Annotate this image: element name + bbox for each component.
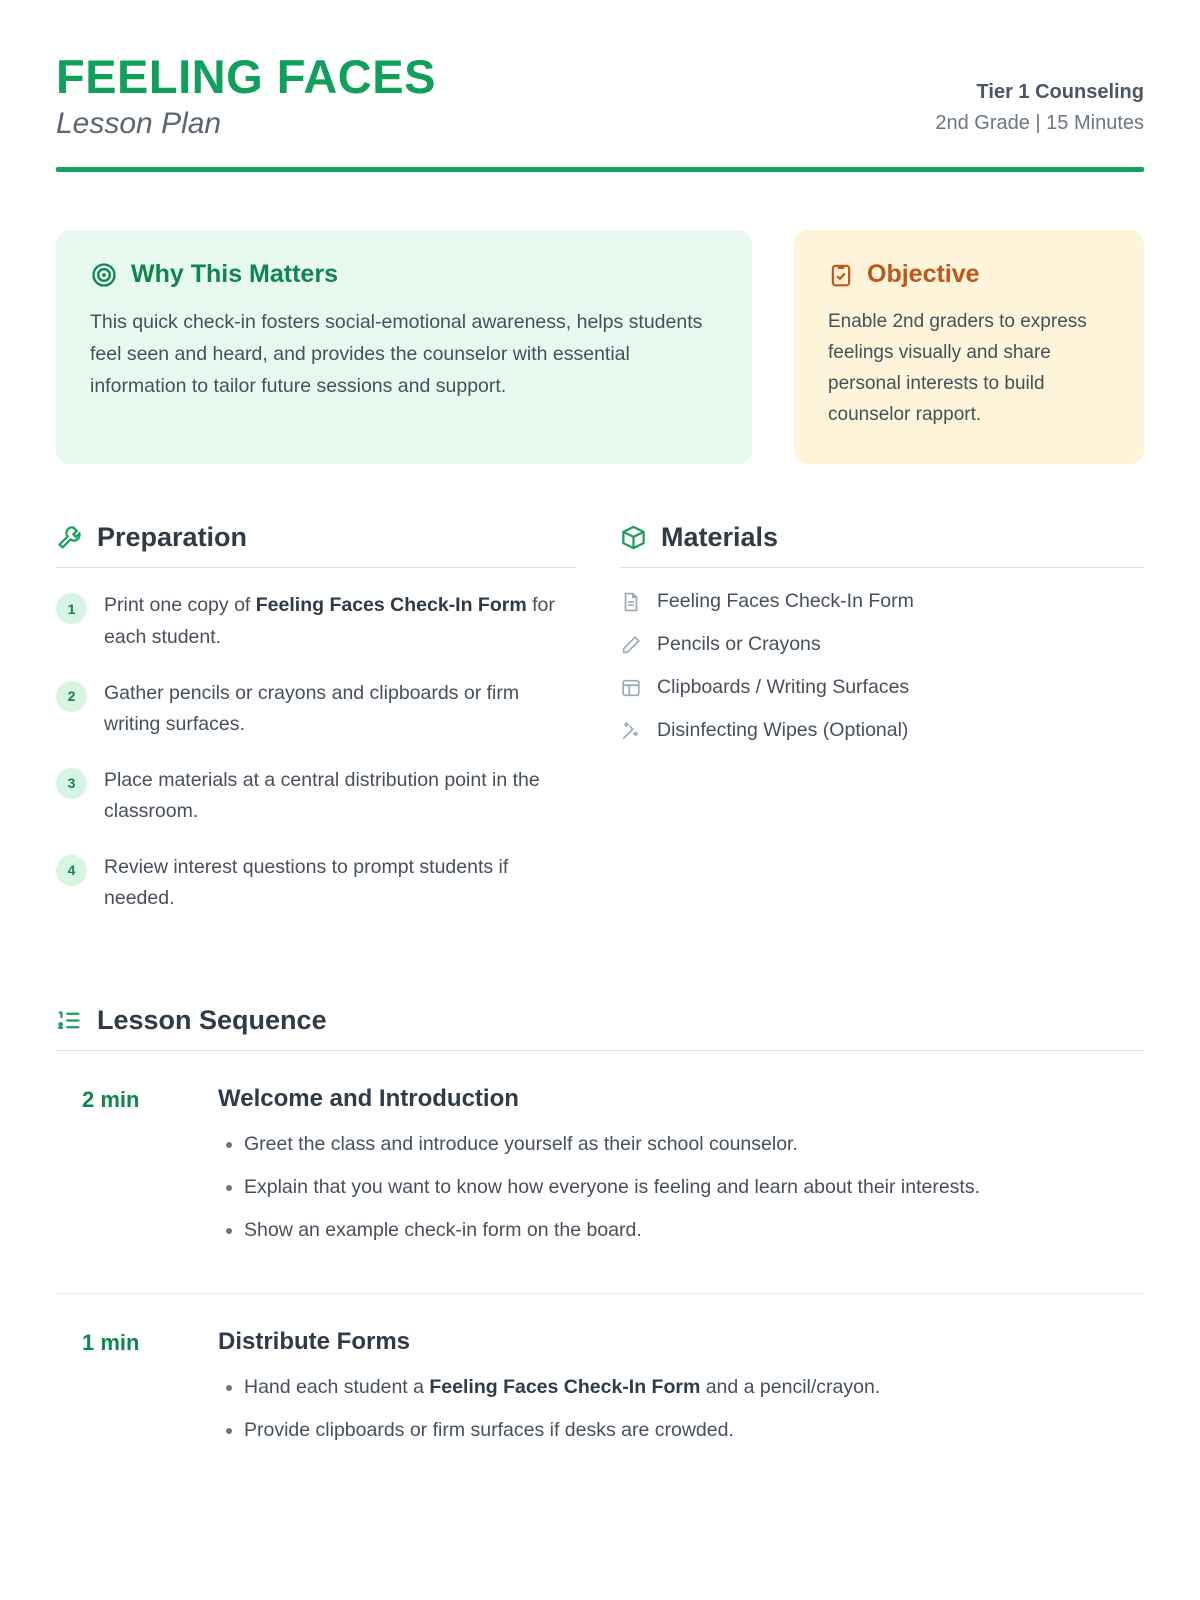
title-block — [56, 52, 436, 141]
preparation-section — [56, 522, 576, 939]
list-item — [56, 590, 576, 653]
material-label: Feeling Faces Check-In Form — [657, 590, 914, 613]
list-item: • Show an example check-in form on the board. — [244, 1215, 1144, 1245]
step-text: Print one copy of Feeling Faces Check-In Form for each student. — [104, 594, 555, 648]
clipboard-check-icon — [828, 262, 854, 288]
step-text: Review interest questions to prompt students if needed. — [104, 855, 509, 910]
step-number: 3 — [56, 768, 87, 799]
page-subtitle: Lesson Plan — [56, 107, 222, 141]
document-icon — [620, 591, 642, 613]
section-title: Lesson Sequence — [97, 1005, 327, 1036]
step-number: 1 — [56, 593, 87, 624]
step-number: 2 — [56, 681, 87, 712]
callout-title: Objective — [867, 260, 980, 289]
sequence-title: Distribute Forms — [218, 1327, 411, 1355]
meta-grade-duration: 2nd Grade | 15 Minutes — [935, 112, 1144, 135]
sequence-body — [218, 1085, 1144, 1259]
material-label: Clipboards / Writing Surfaces — [657, 676, 910, 699]
objective-callout — [794, 230, 1144, 464]
callout-body: Enable 2nd graders to express feelings visually and share personal interests to build counselor rapport. — [828, 311, 1087, 425]
prep-materials-row — [56, 522, 1144, 939]
list-item: • Hand each student a Feeling Faces Check-In Form and a pencil/crayon. — [244, 1372, 1144, 1402]
sparkle-wipe-icon — [620, 720, 642, 742]
callout-header — [90, 260, 718, 289]
step-text: Gather pencils or crayons and clipboards or firm writing surfaces. — [104, 681, 520, 736]
section-header — [56, 522, 576, 568]
list-item — [56, 765, 576, 828]
callout-title: Why This Matters — [131, 260, 338, 289]
sequence-item — [56, 1051, 1144, 1259]
header-divider — [56, 167, 1144, 172]
list-item: • Provide clipboards or firm surfaces if desks are crowded. — [244, 1415, 1144, 1445]
sequence-duration: 1 min — [82, 1329, 140, 1355]
step-number: 4 — [56, 855, 87, 886]
sequence-body — [218, 1328, 1144, 1458]
wrench-icon — [56, 524, 83, 551]
list-item — [620, 719, 1144, 742]
section-header — [620, 522, 1144, 568]
materials-section — [620, 522, 1144, 939]
list-item — [620, 676, 1144, 699]
ordered-list-icon — [56, 1007, 83, 1034]
lesson-sequence-section — [56, 1005, 1144, 1458]
page-title: FEELING FACES — [56, 50, 436, 103]
sequence-title: Welcome and Introduction — [218, 1085, 519, 1113]
list-item: • Explain that you want to know how everyone is feeling and learn about their interests. — [244, 1172, 1144, 1202]
material-label: Pencils or Crayons — [657, 633, 821, 656]
why-this-matters-callout — [56, 230, 752, 464]
callout-header — [828, 260, 1110, 289]
sequence-duration: 2 min — [82, 1087, 140, 1113]
meta-tier: Tier 1 Counseling — [976, 81, 1144, 104]
clipboard-panel-icon — [620, 677, 642, 699]
material-label: Disinfecting Wipes (Optional) — [657, 719, 909, 742]
sequence-item — [56, 1293, 1144, 1458]
section-header — [56, 1005, 1144, 1051]
section-title: Materials — [661, 522, 779, 553]
callout-row — [56, 230, 1144, 464]
section-title: Preparation — [97, 522, 248, 553]
box-icon — [620, 524, 647, 551]
list-item — [56, 678, 576, 741]
list-item — [620, 590, 1144, 613]
step-text: Place materials at a central distribution point in the classroom. — [104, 768, 540, 823]
sequence-bullets — [218, 1372, 1144, 1445]
callout-body: This quick check-in fosters social-emotional awareness, helps students feel seen and heard, and provides the counselor with essential information to tailor future sessions and support. — [90, 311, 703, 397]
materials-list — [620, 590, 1144, 742]
list-item — [620, 633, 1144, 656]
pencil-icon — [620, 634, 642, 656]
preparation-steps — [56, 590, 576, 915]
document-header — [56, 52, 1144, 141]
document-meta — [935, 81, 1144, 141]
target-icon — [90, 261, 118, 289]
list-item: • Greet the class and introduce yourself as their school counselor. — [244, 1129, 1144, 1159]
sequence-bullets — [218, 1129, 1144, 1246]
list-item — [56, 852, 576, 915]
